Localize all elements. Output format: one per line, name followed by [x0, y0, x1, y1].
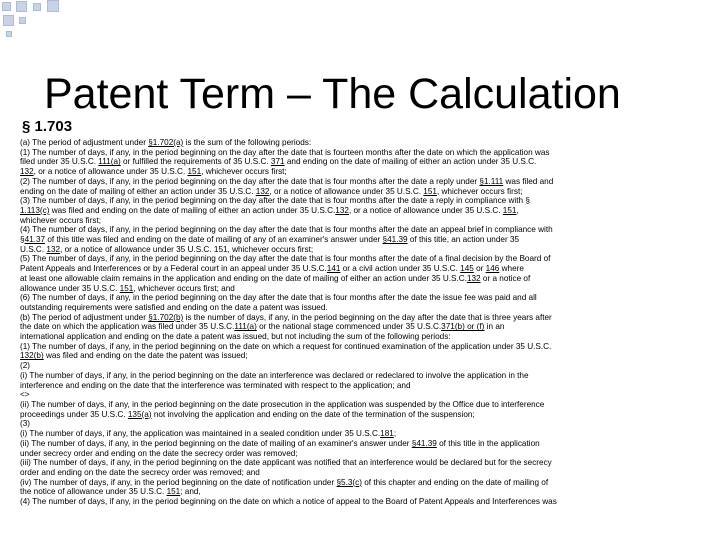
statute-line-continuation [20, 410, 700, 420]
statute-text: allowance under 35 U.S.C. [20, 283, 120, 293]
statute-reference-link[interactable]: 145 [460, 264, 474, 274]
statute-text: , or a notice of allowance under 35 U.S.C. [269, 186, 424, 196]
statute-text: order and ending on the date the secrecy order was removed; and [20, 467, 260, 477]
statute-reference-link[interactable]: §1.702(a) [148, 138, 184, 147]
statute-text: , or a notice of allowance under 35 U.S.C. [348, 205, 503, 215]
statute-text: Patent Appeals and Interferences or by a Federal court in an appeal under 35 U.S.C. [20, 264, 327, 274]
statute-line-continuation [20, 449, 700, 459]
statute-line-continuation [20, 187, 700, 197]
statute-line [20, 177, 700, 187]
statute-text: (3) [20, 419, 31, 429]
statute-reference-link[interactable]: 111(a) [98, 157, 121, 167]
statute-text: or fulfilled the requirements of 35 U.S.C. [120, 157, 271, 167]
statute-line [20, 196, 700, 206]
statute-line-continuation [20, 487, 700, 497]
statute-text: outstanding requirements were satisfied and ending on the date a patent was issued. [20, 302, 328, 312]
statute-reference-link[interactable]: 151 [502, 205, 517, 215]
statute-text: interference and ending on the date that the interference was terminated with respect to the application; and [20, 380, 411, 390]
statute-line-continuation [20, 167, 700, 177]
statute-text: proceedings under 35 U.S.C. [20, 409, 128, 419]
statute-line [20, 254, 700, 264]
statute-reference-link[interactable]: 151 [119, 283, 134, 293]
statute-text: was filed and ending on the date the patent was issued; [43, 351, 248, 361]
statute-reference-link[interactable]: §41.39 [411, 438, 437, 448]
statute-reference-link[interactable]: §41.39 [382, 235, 408, 245]
statute-text: (4) The number of days, if any, in the period beginning on the day after the date that is four months after the date an appeal brief in compliance with [20, 225, 553, 235]
statute-text: of this title in the application [436, 438, 540, 448]
statute-reference-link[interactable]: 181 [380, 429, 394, 439]
statute-text: , whichever occurs first; [201, 167, 287, 177]
statute-line [20, 148, 700, 158]
statute-text: (1) The number of days, if any, in the period beginning on the date on which a request for continued examination of the application under 35 U.S.C. [20, 341, 552, 351]
statute-line [20, 478, 700, 488]
statute-text: ; and, [180, 487, 201, 497]
statute-reference-link[interactable]: 132 [46, 244, 61, 254]
statute-line-continuation [20, 264, 700, 274]
statute-text: or a civil action under 35 U.S.C. [340, 264, 461, 274]
statute-reference-link[interactable]: 135(a) [127, 409, 152, 419]
statute-text: <> [20, 390, 30, 400]
statute-text: § [20, 235, 25, 245]
statute-reference-link[interactable]: 41.37 [24, 235, 46, 245]
statute-line [20, 400, 700, 410]
statute-reference-link[interactable]: 146 [485, 264, 500, 274]
statute-line-continuation [20, 235, 700, 245]
statute-line [20, 497, 700, 507]
statute-reference-link[interactable]: 132(b) [20, 351, 44, 361]
statute-line-continuation [20, 351, 700, 361]
statute-text: (6) The number of days, if any, in the period beginning on the day after the date that is four months after the date the issue fee was paid and all [20, 293, 537, 303]
statute-line-continuation [20, 332, 700, 342]
statute-text: (4) The number of days, if any, in the period beginning on the date on which a notice of appeal to the Board of Patent Appeals and Interferences was [20, 497, 557, 507]
statute-text: is the sum of the following periods: [183, 138, 312, 147]
statute-line [20, 293, 700, 303]
statute-text: of this chapter and ending on the date of mailing of [361, 477, 549, 487]
statute-text: was filed and ending on the date of mailing of either an action under 35 U.S.C. [49, 205, 336, 215]
statute-line [20, 390, 700, 400]
statute-text: (iii) The number of days, if any, in the period beginning on the date applicant was notified that an interference would be declared but for the secrecy [20, 458, 552, 468]
statute-text: in an [484, 322, 505, 332]
statute-reference-link[interactable]: 132 [335, 205, 349, 215]
statute-text: (ii) The number of days, if any, in the period beginning on the date prosecution in the application was suspended by the Office due to interference [20, 399, 545, 409]
statute-line-continuation [20, 245, 700, 255]
statute-text: is the number of days, if any, in the period beginning on the day after the date that is three years after [183, 312, 552, 322]
statute-text: (b) The period of adjustment under [20, 312, 149, 322]
statute-line-continuation [20, 381, 700, 391]
statute-line-continuation [20, 157, 700, 167]
statute-text: , whichever occurs first; and [133, 283, 235, 293]
statute-text: , or a notice of allowance under 35 U.S.C. 151, whichever occurs first; [60, 244, 314, 254]
statute-text: was filed and [503, 176, 554, 186]
statute-text: (iv) The number of days, if any, in the period beginning on the date of notification under [20, 477, 337, 487]
section-heading: § 1.703 [22, 118, 73, 135]
statute-text: international application and ending on the date a patent was issued, but not including the sum of the following periods: [20, 332, 451, 342]
statute-text: ; [393, 429, 397, 439]
statute-reference-link[interactable]: 132 [466, 273, 481, 283]
statute-reference-link[interactable]: 1.113(c) [20, 205, 50, 215]
statute-reference-link[interactable]: §1.702(b) [148, 312, 184, 322]
statute-reference-link[interactable]: 151 [166, 487, 181, 497]
statute-text: or the national stage commenced under 35 U.S.C. [256, 322, 442, 332]
statute-line-continuation [20, 206, 700, 216]
statute-text: (i) The number of days, if any, the application was maintained in a sealed condition under 35 U.S.C. [20, 429, 381, 439]
statute-text: of this title, an action under 35 [407, 235, 520, 245]
statute-reference-link[interactable]: 132 [20, 167, 34, 177]
statute-text: (1) The number of days, if any, in the period beginning on the day after the date that is fourteen months after the date on which the application was [20, 147, 550, 157]
statute-text: or a notice of [480, 273, 531, 283]
statute-text: and ending on the date of mailing of either an action under 35 U.S.C. [284, 157, 537, 167]
statute-reference-link[interactable]: §5.3(c) [336, 477, 362, 487]
statute-text: (2) [20, 361, 31, 371]
statute-text: , or a notice of allowance under 35 U.S.C. [33, 167, 188, 177]
statute-line-continuation [20, 274, 700, 284]
statute-reference-link[interactable]: 371 [270, 157, 285, 167]
statute-text: the notice of allowance under 35 U.S.C. [20, 487, 167, 497]
statute-text: of this title was filed and ending on the date of mailing of any of an examiner's answer under [45, 235, 383, 245]
statute-text: (3) The number of days, if any, in the period beginning on the day after the date that is four months after the date a reply in compliance with § [20, 196, 530, 206]
statute-line-continuation [20, 303, 700, 313]
statute-text: , whichever occurs first; [436, 186, 523, 196]
statute-text: where [499, 264, 524, 274]
statute-text: (2) The number of days, if any, in the period beginning on the day after the date that is four months after the date a reply under [20, 176, 480, 186]
statute-text: U.S.C. [20, 244, 47, 254]
statute-line [20, 225, 700, 235]
statute-line [20, 313, 700, 323]
statute-reference-link[interactable]: 151 [423, 186, 437, 196]
statute-line [20, 429, 700, 439]
statute-line [20, 419, 700, 429]
slide-title: Patent Term – The Calculation [44, 70, 621, 118]
statute-text: or [473, 264, 486, 274]
statute-text: filed under 35 U.S.C. [20, 157, 99, 167]
statute-line [20, 138, 700, 148]
statute-line-continuation [20, 468, 700, 478]
statute-text: not involving the application and ending on the date of the termination of the suspension; [151, 409, 475, 419]
statute-line-continuation [20, 284, 700, 294]
statute-text: , [516, 205, 519, 215]
statute-text: at least one allowable claim remains in the application and ending on the date of mailing of either an action under 35 U.S.C. [20, 273, 467, 283]
statute-line-continuation [20, 322, 700, 332]
statute-reference-link[interactable]: 141 [326, 264, 341, 274]
statute-reference-link[interactable]: 151 [187, 167, 202, 177]
statute-text: (a) The period of adjustment under [20, 138, 149, 147]
statute-reference-link[interactable]: 371(b) or (f) [441, 322, 485, 332]
statute-text: whichever occurs first; [20, 215, 101, 225]
statute-line [20, 361, 700, 371]
statute-line [20, 439, 700, 449]
statute-body [20, 138, 700, 540]
statute-text: ending on the date of mailing of either an action under 35 U.S.C. [20, 186, 256, 196]
statute-line [20, 342, 700, 352]
statute-reference-link[interactable]: 132 [255, 186, 270, 196]
statute-reference-link[interactable]: §1.111 [479, 176, 504, 186]
statute-line [20, 458, 700, 468]
statute-reference-link[interactable]: 111(a) [234, 322, 257, 332]
statute-line-continuation [20, 216, 700, 226]
corner-decoration [0, 0, 120, 40]
statute-text: under secrecy order and ending on the date the secrecy order was removed; [20, 448, 298, 458]
statute-text: (ii) The number of days, if any, in the period beginning on the date of mailing of an examiner's answer under [20, 438, 412, 448]
statute-text: (5) The number of days, if any, in the period beginning on the day after the date that is four months after the date of a final decision by the Board of [20, 254, 551, 264]
statute-text: (i) The number of days, if any, in the period beginning on the date an interference was declared or redeclared to involve the application in the [20, 370, 529, 380]
statute-line [20, 371, 700, 381]
statute-text: the date on which the application was filed under 35 U.S.C. [20, 322, 235, 332]
